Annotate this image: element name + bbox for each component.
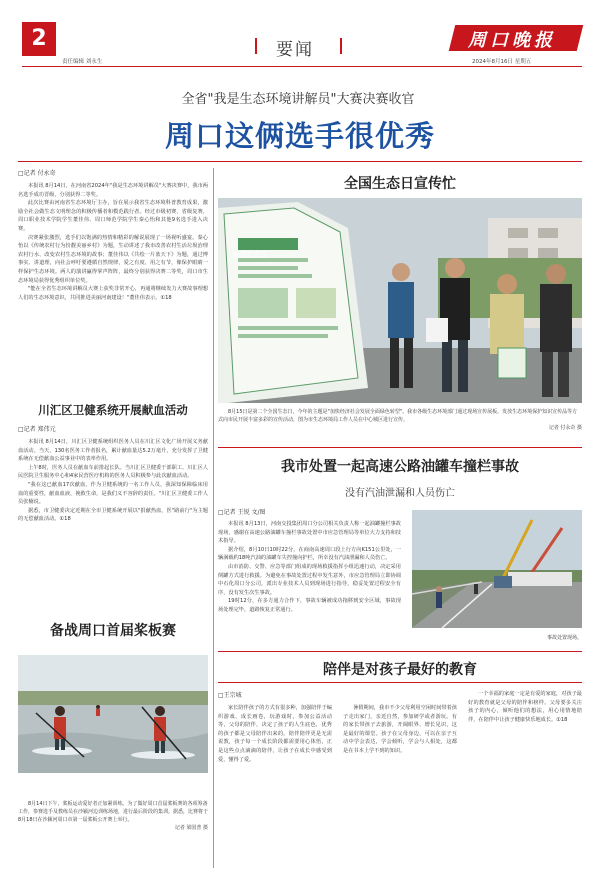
blood-paragraph: "我在这已献血17次献血，作为卫健系统的一名工作人员，我深知保障临床用血的重要性，献血血液，挽救生命，是我们义不容辞的责任。"川汇区卫健委工作人员张楠说。 [18,481,208,506]
date-line: 2024年8月16日 星期五 [472,59,532,65]
eco-caption [218,408,582,442]
blood-headline: 川汇区卫健系统开展献血活动 [38,403,188,417]
edu-byline: □王宗城 [218,692,242,699]
eco-rule [218,447,582,448]
eco-banner-text: 全国生态日 [232,251,267,259]
sup-photo [18,655,208,773]
section-title: 要闻 [276,40,314,60]
tanker-subhead: 没有汽油泄漏和人员伤亡 [345,488,455,499]
lead-article [18,168,208,393]
lead-paragraph: 本报讯 8月14日，在河南省2024年"我是生态环境讲解员"大赛决赛中，我市两名选手成功晋级，分别获得二等奖。 [18,183,208,198]
section-divider-left [255,38,257,54]
editor-line: 责任编辑 刘永生 [62,59,103,65]
blood-byline: □记者 郑伟元 [18,426,56,433]
lead-rule [18,161,582,162]
tanker-photo [412,510,582,628]
sup-photo-image [18,655,208,773]
page-number: 2 [31,26,47,51]
lead-paragraph: 此次比赛由河南省生态环境厅主办，旨在展示我省生态环境科普教育成果，激励全社会做生态文明理念的积极传播者和模范践行者。经过市级初赛、省级复赛，周口职业技术学院学生董佳伟、周口师范学院学生秦心怡和其他9名选手进入决赛。 [18,200,208,232]
masthead-rule [22,66,582,67]
sup-caption-text: 8月14日下午，桨板运动爱好者正加紧训练。为了做好周口首届桨板赛的各项筹备工作，参赛选手及教练员在沙颍河边训练场地，进行最后阶段的集训。据悉，比赛将于8月18日在沙颍河周口市第一届桨板公开赛上举行。 [18,801,208,823]
tanker-photo-image [412,510,582,628]
tanker-rule [218,651,582,652]
tanker-headline: 我市处置一起高速公路油罐车撞栏事故 [281,459,519,475]
blood-paragraph: 本报讯 8月14日，川汇区卫健系统组织医务人员在川汇区文化广场开展义务献血活动。当天，130名医务工作者报名，累计献血量达5.2万毫升，充分发挥了卫健系统在无偿献血公益事业中的表率作用。 [18,439,208,463]
sup-credit: 记者 梁国普 摄 [174,825,208,831]
tanker-paragraph: 19时12分，在多方通力合作下，事故车辆被成功拖移到安全区域，事故现场处理完毕，道路恢复正常通行。 [218,598,401,613]
eco-photo-image [218,198,582,403]
lead-kicker: 全省"我是生态环境讲解员"大赛决赛收官 [181,92,415,107]
masthead [0,0,600,74]
tanker-byline: □记者 王锐 文/图 [218,509,266,516]
eco-caption-text: 8月15日是第二个全国生态日，今年的主题是"加快经济社会发展全面绿色转型"。我市各级生态环境部门通过现场宣传展板、发放生态环境保护知识宣传品等方式向市民开展丰富多彩的宣传活动，图为市生态环境局工作人员在中心城区进行宣传。 [218,409,578,423]
edu-column-3: 一个幸福的家庭一定是有爱的家庭，对孩子最好的教育就是父母的陪伴和榜样。父母要多关注孩子的内心，倾听他们的想法，用心用情地陪伴，在陪伴中让孩子健康快乐地成长。①18 [468,691,582,723]
lead-headline: 周口这俩选手很优秀 [164,119,435,153]
sup-caption [18,800,208,864]
tanker-paragraph: 本报讯 8月13日，河南交投集团周口分公司相关负责人称一起油罐撞栏事故现场，感谢在高速公路油罐车撞栏事故处置中市应急管理局等单位大力支持和技术指导。 [218,521,401,545]
page-number-badge [22,22,56,56]
tanker-paragraph: 由市消防、交警、应急等部门组成的现场救援指挥小组迅速行动，决定采用倒罐方式进行救援。为避免在事故处置过程中发生意外，市应急管理局立即协调中石化周口分公司，派出专业技术人员到现场进行指导，稳妥处置过程安全有序，没有发生次生事故。 [218,563,401,596]
edu-headline: 陪伴是对孩子最好的教育 [323,662,477,678]
lead-paragraph: 决赛紧张激烈，选手们以饱满的热情和精彩的解说展现了一场视听盛宴。秦心怡以《传统农村行为扮靓美丽乡村》为题，生动讲述了我市改善农村生活垃圾治理农村行水、改变农村生态环境的故事；董佳伟以《共绘一片蓝天下》为题，通过博事实、讲道理，向社会呼吁要遵循自然规律，爱之有度、用之有节，像保护眼睛一样保护生态环境。两人的演讲赢得掌声阵阵，最终分别获得决赛二等奖，周口市生态环境局获得优秀组织单位奖。 [18,234,208,284]
lead-paragraph: "能在全省生态环境讲解员大赛上获奖非常开心，再通将继续发力大赛故事理想人们的生态环境意识，共同推进美丽河南建设！"董佳伟表示。①18 [18,286,208,301]
tanker-paragraph: 据介绍，8月10日10时22分，在商南高速周口段上行方向K151公里处，一辆满载约18吨汽油的油罐车失控撞向护栏，所幸没有汽油泄漏和人员伤亡。 [218,546,401,562]
edu-column-1: 家长陪伴孩子的方式有很多种，加强陪伴于编织游戏、成长画卷，玩游戏时，参加公益活动等，父母的陪伴，决定了孩子的人生底色，优秀的孩子都是父母陪伴出来的。陪伴陪伴更是无需说教，孩子每一个成长阶段都需要用心体悟，正是这些点点滴滴的陪伴，让孩子在成长中感受到爱，懂得了爱。 [218,705,332,763]
section-divider-right [340,38,342,54]
blood-paragraph: 上午8时，医务人员在献血车前排起长队。当川汇区卫健委干部职工、川汇区人民医院卫生服务中心和4家民营医疗机构的医务人员积极参与此次献血活动。 [18,464,208,480]
eco-credit: 记者 付永奇 摄 [548,425,582,431]
blood-article [18,424,208,576]
edu-column-2: 暑假期间，我市不少父母利用空闲时间带着孩子走出家门，亲近自然，参加研学或者游玩。有的家长带孩子去旅游，开阔眼界、增长见识，这是最好的课堂。孩子在父母身边，可以在亲子互动中学会表达，学会倾听，学会与人相处，这都是在书本上学不到的知识。 [343,705,457,754]
eco-photo [218,198,582,403]
newspaper-name: 周口晚报 [468,30,556,51]
tanker-article [218,507,401,647]
eco-headline: 全国生态日宣传忙 [344,176,456,192]
blood-paragraph: 据悉，市卫健委决定近期在全市卫健系统开展以"捐献热血，医"路前行"为主题的无偿献血活动。①18 [18,507,208,523]
column-divider [213,168,214,868]
tanker-photo-caption: 事故处置现场。 [546,635,582,641]
edu-rule [218,682,582,683]
sup-headline: 备战周口首届桨板赛 [50,623,176,639]
lead-byline: □记者 付永奇 [18,170,56,177]
